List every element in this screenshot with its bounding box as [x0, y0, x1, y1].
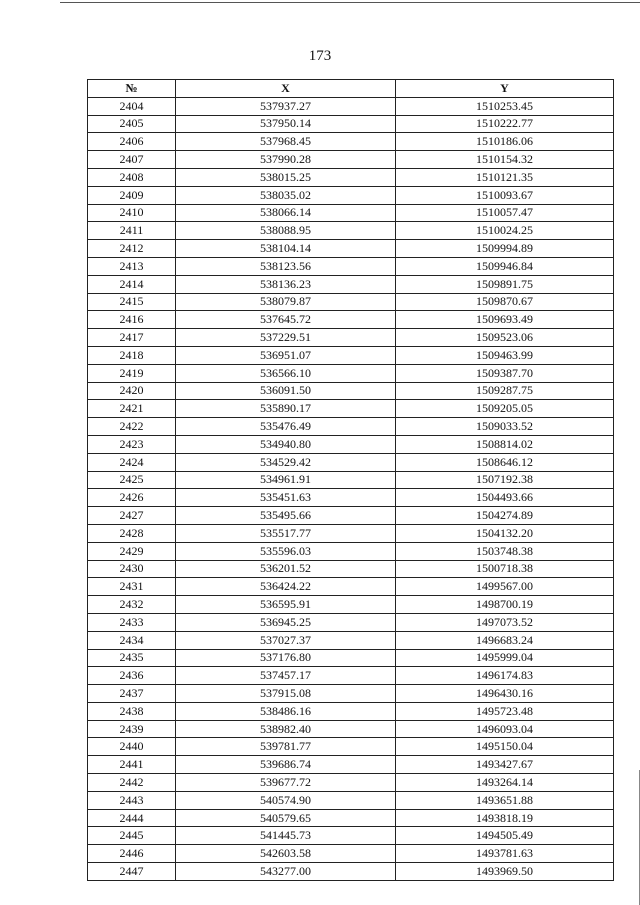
- x-coordinate-cell: 535890.17: [176, 400, 396, 418]
- table-row: [88, 240, 614, 258]
- y-coordinate-cell: 1503748.38: [396, 542, 614, 560]
- x-coordinate-cell: 536091.50: [176, 382, 396, 400]
- table-row: [88, 364, 614, 382]
- y-coordinate-cell: 1504493.66: [396, 489, 614, 507]
- table-row: [88, 524, 614, 542]
- point-number-cell: 2443: [88, 791, 176, 809]
- table-row: [88, 275, 614, 293]
- point-number-cell: 2426: [88, 489, 176, 507]
- column-header-number: №: [88, 80, 176, 98]
- top-border-line: [60, 2, 640, 3]
- point-number-cell: 2408: [88, 168, 176, 186]
- x-coordinate-cell: 536201.52: [176, 560, 396, 578]
- x-coordinate-cell: 537457.17: [176, 667, 396, 685]
- table-row: [88, 329, 614, 347]
- point-number-cell: 2424: [88, 453, 176, 471]
- point-number-cell: 2438: [88, 702, 176, 720]
- point-number-cell: 2444: [88, 809, 176, 827]
- table-row: [88, 453, 614, 471]
- point-number-cell: 2419: [88, 364, 176, 382]
- table-row: [88, 471, 614, 489]
- point-number-cell: 2441: [88, 756, 176, 774]
- y-coordinate-cell: 1496174.83: [396, 667, 614, 685]
- x-coordinate-cell: 538104.14: [176, 240, 396, 258]
- table-body: [88, 97, 614, 880]
- x-coordinate-cell: 541445.73: [176, 827, 396, 845]
- y-coordinate-cell: 1493427.67: [396, 756, 614, 774]
- table-row: [88, 667, 614, 685]
- x-coordinate-cell: 535495.66: [176, 507, 396, 525]
- y-coordinate-cell: 1509033.52: [396, 418, 614, 436]
- table-row: [88, 186, 614, 204]
- y-coordinate-cell: 1493969.50: [396, 863, 614, 881]
- table-row: [88, 809, 614, 827]
- point-number-cell: 2445: [88, 827, 176, 845]
- point-number-cell: 2417: [88, 329, 176, 347]
- table-row: [88, 649, 614, 667]
- x-coordinate-cell: 537990.28: [176, 151, 396, 169]
- table-row: [88, 204, 614, 222]
- x-coordinate-cell: 537645.72: [176, 311, 396, 329]
- x-coordinate-cell: 534529.42: [176, 453, 396, 471]
- table-row: [88, 542, 614, 560]
- point-number-cell: 2425: [88, 471, 176, 489]
- table-row: [88, 400, 614, 418]
- x-coordinate-cell: 536595.91: [176, 596, 396, 614]
- x-coordinate-cell: 536951.07: [176, 346, 396, 364]
- y-coordinate-cell: 1510121.35: [396, 168, 614, 186]
- x-coordinate-cell: 536566.10: [176, 364, 396, 382]
- table-row: [88, 293, 614, 311]
- point-number-cell: 2412: [88, 240, 176, 258]
- table-row: [88, 685, 614, 703]
- x-coordinate-cell: 538079.87: [176, 293, 396, 311]
- point-number-cell: 2423: [88, 435, 176, 453]
- y-coordinate-cell: 1509946.84: [396, 257, 614, 275]
- point-number-cell: 2435: [88, 649, 176, 667]
- table-row: [88, 756, 614, 774]
- table-row: [88, 863, 614, 881]
- table-row: [88, 507, 614, 525]
- table-row: [88, 168, 614, 186]
- x-coordinate-cell: 538486.16: [176, 702, 396, 720]
- x-coordinate-cell: 537937.27: [176, 97, 396, 115]
- point-number-cell: 2440: [88, 738, 176, 756]
- x-coordinate-cell: 537027.37: [176, 631, 396, 649]
- table-row: [88, 560, 614, 578]
- x-coordinate-cell: 538066.14: [176, 204, 396, 222]
- x-coordinate-cell: 538136.23: [176, 275, 396, 293]
- x-coordinate-cell: 537915.08: [176, 685, 396, 703]
- point-number-cell: 2409: [88, 186, 176, 204]
- point-number-cell: 2432: [88, 596, 176, 614]
- y-coordinate-cell: 1509523.06: [396, 329, 614, 347]
- y-coordinate-cell: 1510024.25: [396, 222, 614, 240]
- table-row: [88, 133, 614, 151]
- point-number-cell: 2418: [88, 346, 176, 364]
- y-coordinate-cell: 1496093.04: [396, 720, 614, 738]
- y-coordinate-cell: 1494505.49: [396, 827, 614, 845]
- y-coordinate-cell: 1500718.38: [396, 560, 614, 578]
- x-coordinate-cell: 537229.51: [176, 329, 396, 347]
- y-coordinate-cell: 1509994.89: [396, 240, 614, 258]
- table-row: [88, 702, 614, 720]
- x-coordinate-cell: 539686.74: [176, 756, 396, 774]
- y-coordinate-cell: 1509387.70: [396, 364, 614, 382]
- y-coordinate-cell: 1509463.99: [396, 346, 614, 364]
- y-coordinate-cell: 1496430.16: [396, 685, 614, 703]
- point-number-cell: 2415: [88, 293, 176, 311]
- y-coordinate-cell: 1493651.88: [396, 791, 614, 809]
- y-coordinate-cell: 1509870.67: [396, 293, 614, 311]
- point-number-cell: 2447: [88, 863, 176, 881]
- table-row: [88, 222, 614, 240]
- y-coordinate-cell: 1510253.45: [396, 97, 614, 115]
- point-number-cell: 2428: [88, 524, 176, 542]
- table-row: [88, 791, 614, 809]
- x-coordinate-cell: 538088.95: [176, 222, 396, 240]
- y-coordinate-cell: 1510222.77: [396, 115, 614, 133]
- column-header-y: Y: [396, 80, 614, 98]
- x-coordinate-cell: 539781.77: [176, 738, 396, 756]
- y-coordinate-cell: 1510154.32: [396, 151, 614, 169]
- point-number-cell: 2429: [88, 542, 176, 560]
- x-coordinate-cell: 542603.58: [176, 845, 396, 863]
- y-coordinate-cell: 1495150.04: [396, 738, 614, 756]
- table-row: [88, 774, 614, 792]
- x-coordinate-cell: 536945.25: [176, 613, 396, 631]
- table-row: [88, 720, 614, 738]
- y-coordinate-cell: 1498700.19: [396, 596, 614, 614]
- x-coordinate-cell: 538982.40: [176, 720, 396, 738]
- point-number-cell: 2411: [88, 222, 176, 240]
- table-row: [88, 827, 614, 845]
- table-row: [88, 845, 614, 863]
- table-row: [88, 596, 614, 614]
- table-header-row: [88, 80, 614, 98]
- table-row: [88, 435, 614, 453]
- point-number-cell: 2406: [88, 133, 176, 151]
- y-coordinate-cell: 1495723.48: [396, 702, 614, 720]
- y-coordinate-cell: 1497073.52: [396, 613, 614, 631]
- y-coordinate-cell: 1499567.00: [396, 578, 614, 596]
- point-number-cell: 2437: [88, 685, 176, 703]
- page-number: 173: [308, 48, 332, 64]
- table-row: [88, 382, 614, 400]
- point-number-cell: 2413: [88, 257, 176, 275]
- y-coordinate-cell: 1493781.63: [396, 845, 614, 863]
- y-coordinate-cell: 1508646.12: [396, 453, 614, 471]
- x-coordinate-cell: 537176.80: [176, 649, 396, 667]
- coordinates-table: [87, 79, 614, 881]
- x-coordinate-cell: 534940.80: [176, 435, 396, 453]
- table-row: [88, 631, 614, 649]
- table-row: [88, 613, 614, 631]
- point-number-cell: 2433: [88, 613, 176, 631]
- point-number-cell: 2420: [88, 382, 176, 400]
- point-number-cell: 2446: [88, 845, 176, 863]
- point-number-cell: 2439: [88, 720, 176, 738]
- table-row: [88, 418, 614, 436]
- y-coordinate-cell: 1493818.19: [396, 809, 614, 827]
- x-coordinate-cell: 543277.00: [176, 863, 396, 881]
- y-coordinate-cell: 1507192.38: [396, 471, 614, 489]
- point-number-cell: 2416: [88, 311, 176, 329]
- x-coordinate-cell: 539677.72: [176, 774, 396, 792]
- y-coordinate-cell: 1508814.02: [396, 435, 614, 453]
- table-row: [88, 97, 614, 115]
- x-coordinate-cell: 536424.22: [176, 578, 396, 596]
- x-coordinate-cell: 538015.25: [176, 168, 396, 186]
- x-coordinate-cell: 535476.49: [176, 418, 396, 436]
- point-number-cell: 2442: [88, 774, 176, 792]
- point-number-cell: 2414: [88, 275, 176, 293]
- table-row: [88, 257, 614, 275]
- y-coordinate-cell: 1504274.89: [396, 507, 614, 525]
- column-header-x: X: [176, 80, 396, 98]
- x-coordinate-cell: 538035.02: [176, 186, 396, 204]
- x-coordinate-cell: 535517.77: [176, 524, 396, 542]
- table-row: [88, 578, 614, 596]
- x-coordinate-cell: 535596.03: [176, 542, 396, 560]
- table-row: [88, 346, 614, 364]
- point-number-cell: 2422: [88, 418, 176, 436]
- table-row: [88, 151, 614, 169]
- point-number-cell: 2421: [88, 400, 176, 418]
- point-number-cell: 2407: [88, 151, 176, 169]
- y-coordinate-cell: 1510093.67: [396, 186, 614, 204]
- x-coordinate-cell: 537968.45: [176, 133, 396, 151]
- x-coordinate-cell: 535451.63: [176, 489, 396, 507]
- y-coordinate-cell: 1510186.06: [396, 133, 614, 151]
- x-coordinate-cell: 540574.90: [176, 791, 396, 809]
- x-coordinate-cell: 538123.56: [176, 257, 396, 275]
- point-number-cell: 2427: [88, 507, 176, 525]
- x-coordinate-cell: 540579.65: [176, 809, 396, 827]
- table-row: [88, 115, 614, 133]
- y-coordinate-cell: 1496683.24: [396, 631, 614, 649]
- point-number-cell: 2405: [88, 115, 176, 133]
- table-row: [88, 311, 614, 329]
- table-row: [88, 738, 614, 756]
- y-coordinate-cell: 1493264.14: [396, 774, 614, 792]
- y-coordinate-cell: 1504132.20: [396, 524, 614, 542]
- point-number-cell: 2410: [88, 204, 176, 222]
- x-coordinate-cell: 537950.14: [176, 115, 396, 133]
- x-coordinate-cell: 534961.91: [176, 471, 396, 489]
- point-number-cell: 2404: [88, 97, 176, 115]
- point-number-cell: 2430: [88, 560, 176, 578]
- point-number-cell: 2436: [88, 667, 176, 685]
- y-coordinate-cell: 1495999.04: [396, 649, 614, 667]
- y-coordinate-cell: 1509205.05: [396, 400, 614, 418]
- point-number-cell: 2431: [88, 578, 176, 596]
- y-coordinate-cell: 1510057.47: [396, 204, 614, 222]
- y-coordinate-cell: 1509693.49: [396, 311, 614, 329]
- point-number-cell: 2434: [88, 631, 176, 649]
- table-row: [88, 489, 614, 507]
- y-coordinate-cell: 1509287.75: [396, 382, 614, 400]
- y-coordinate-cell: 1509891.75: [396, 275, 614, 293]
